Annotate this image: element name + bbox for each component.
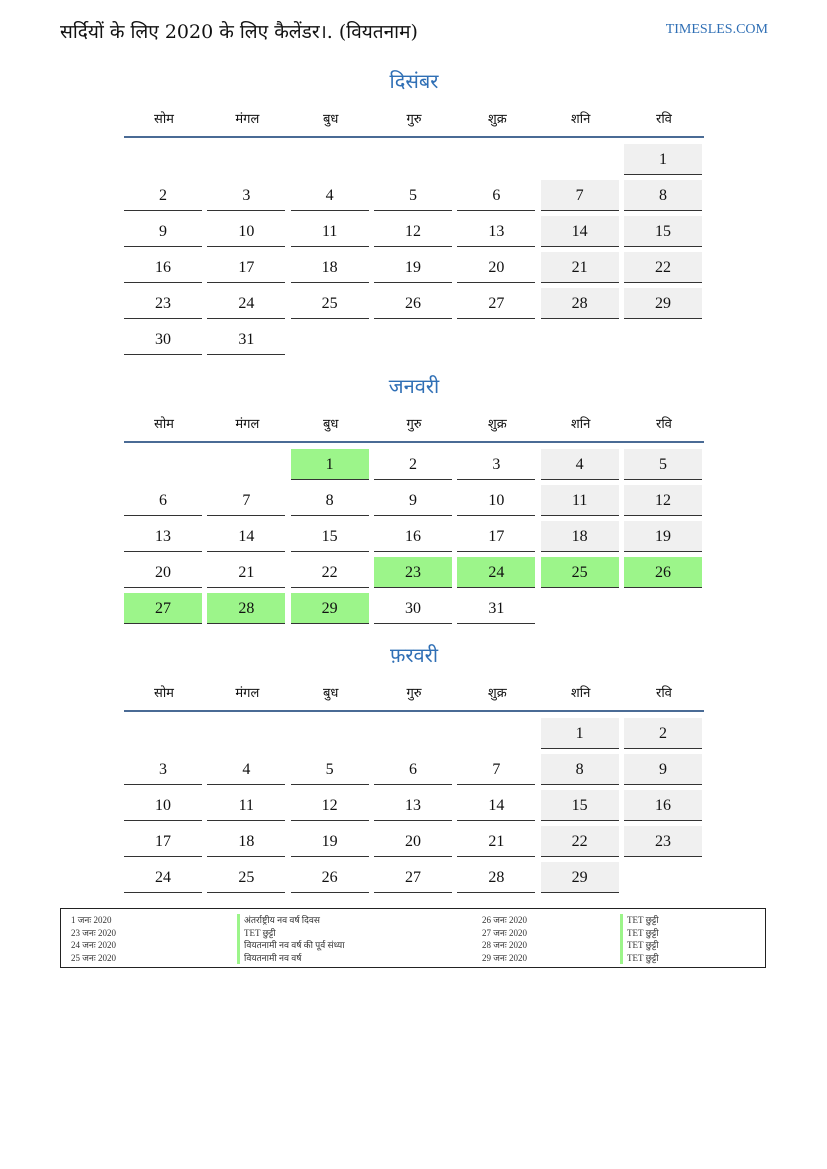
empty-day-cell [207, 144, 285, 174]
day-cell: 5 [624, 449, 702, 480]
day-cell: 10 [207, 216, 285, 247]
day-cell: 8 [624, 180, 702, 211]
weekday-label: गुरु [406, 417, 422, 432]
day-cell: 7 [457, 754, 535, 785]
day-cell: 24 [124, 862, 202, 893]
legend-date: 29 जनः 2020 [482, 952, 527, 963]
day-cell: 17 [207, 252, 285, 283]
day-cell: 30 [374, 593, 452, 624]
weekday-label: शुक्र [487, 417, 507, 432]
weekday-label: गुरु [406, 112, 422, 127]
weekday-label: शुक्र [487, 686, 507, 701]
day-cell: 5 [374, 180, 452, 211]
day-cell: 15 [541, 790, 619, 821]
weekday-label: सोम [154, 686, 174, 701]
empty-day-cell [207, 718, 285, 748]
week-row [124, 483, 704, 519]
legend-holiday-name: वियतनामी नव वर्ष की पूर्व संध्या [237, 939, 345, 952]
month-divider [124, 441, 704, 443]
legend-date: 23 जनः 2020 [71, 927, 116, 938]
weekday-label: मंगल [235, 686, 260, 701]
day-cell: 6 [457, 180, 535, 211]
day-cell: 12 [624, 485, 702, 516]
empty-day-cell [124, 449, 202, 479]
month-grid [124, 447, 704, 627]
empty-day-cell [124, 144, 202, 174]
week-row [124, 716, 704, 752]
week-row [124, 860, 704, 896]
day-cell: 26 [624, 557, 702, 588]
month-title: दिसंबर [389, 69, 439, 93]
weekday-label: मंगल [235, 417, 260, 432]
legend-holiday-name: TET छुट्टी [620, 952, 659, 965]
day-cell: 11 [207, 790, 285, 821]
day-cell: 21 [457, 826, 535, 857]
weekday-label: रवि [656, 417, 672, 432]
day-cell: 9 [124, 216, 202, 247]
empty-day-cell [457, 144, 535, 174]
day-cell: 9 [374, 485, 452, 516]
weekday-label: मंगल [235, 112, 260, 127]
day-cell: 31 [457, 593, 535, 624]
day-cell: 17 [124, 826, 202, 857]
empty-day-cell [624, 593, 702, 623]
weekday-label: सोम [154, 417, 174, 432]
legend-date: 25 जनः 2020 [71, 952, 116, 963]
legend-holiday-name: वियतनामी नव वर्ष [237, 952, 345, 965]
day-cell: 9 [624, 754, 702, 785]
month-divider [124, 710, 704, 712]
day-cell: 25 [207, 862, 285, 893]
day-cell: 11 [541, 485, 619, 516]
week-row [124, 214, 704, 250]
empty-day-cell [374, 718, 452, 748]
day-cell: 22 [541, 826, 619, 857]
weekday-label: बुध [322, 417, 339, 432]
week-row [124, 824, 704, 860]
week-row [124, 322, 704, 358]
day-cell: 18 [541, 521, 619, 552]
legend-date: 1 जनः 2020 [71, 915, 112, 925]
day-cell: 24 [457, 557, 535, 588]
weekday-label: गुरु [406, 686, 422, 701]
day-cell: 15 [291, 521, 369, 552]
day-cell: 17 [457, 521, 535, 552]
empty-day-cell [374, 144, 452, 174]
day-cell: 2 [124, 180, 202, 211]
day-cell: 2 [624, 718, 702, 749]
day-cell: 4 [291, 180, 369, 211]
weekday-label: रवि [656, 112, 672, 127]
day-cell: 20 [374, 826, 452, 857]
legend-names-left [237, 914, 345, 964]
day-cell: 10 [124, 790, 202, 821]
day-cell: 25 [541, 557, 619, 588]
day-cell: 20 [124, 557, 202, 588]
day-cell: 26 [374, 288, 452, 319]
day-cell: 16 [374, 521, 452, 552]
month-february [124, 640, 704, 896]
day-cell: 23 [624, 826, 702, 857]
day-cell: 29 [541, 862, 619, 893]
day-cell: 18 [207, 826, 285, 857]
weekday-label: शनि [570, 686, 591, 701]
day-cell: 6 [124, 485, 202, 516]
month-title: फ़रवरी [389, 643, 439, 667]
day-cell: 27 [457, 288, 535, 319]
day-cell: 28 [541, 288, 619, 319]
month-december [124, 66, 704, 358]
page-title: सर्दियों के लिए 2020 के लिए कैलेंडर।. (वियतनाम) [60, 21, 418, 43]
holiday-legend [60, 908, 766, 968]
legend-dates-right [482, 914, 527, 964]
empty-day-cell [207, 449, 285, 479]
legend-holiday-name: TET छुट्टी [620, 914, 659, 927]
weekday-header [124, 674, 704, 710]
day-cell: 27 [374, 862, 452, 893]
legend-names-right [620, 914, 659, 964]
day-cell: 13 [457, 216, 535, 247]
day-cell: 18 [291, 252, 369, 283]
legend-date: 27 जनः 2020 [482, 927, 527, 938]
week-row [124, 555, 704, 591]
day-cell: 13 [374, 790, 452, 821]
week-row [124, 178, 704, 214]
day-cell: 1 [541, 718, 619, 749]
day-cell: 14 [207, 521, 285, 552]
empty-day-cell [457, 324, 535, 354]
legend-holiday-name: TET छुट्टी [620, 939, 659, 952]
legend-holiday-name: अंतर्राष्ट्रीय नव वर्ष दिवस [237, 914, 345, 927]
weekday-label: शुक्र [487, 112, 507, 127]
empty-day-cell [374, 324, 452, 354]
week-row [124, 519, 704, 555]
day-cell: 15 [624, 216, 702, 247]
day-cell: 19 [291, 826, 369, 857]
weekday-header [124, 405, 704, 441]
day-cell: 14 [457, 790, 535, 821]
day-cell: 19 [624, 521, 702, 552]
empty-day-cell [291, 144, 369, 174]
month-january [124, 371, 704, 627]
empty-day-cell [624, 324, 702, 354]
day-cell: 1 [291, 449, 369, 480]
day-cell: 21 [541, 252, 619, 283]
day-cell: 13 [124, 521, 202, 552]
day-cell: 2 [374, 449, 452, 480]
day-cell: 12 [374, 216, 452, 247]
empty-day-cell [541, 144, 619, 174]
week-row [124, 788, 704, 824]
day-cell: 23 [124, 288, 202, 319]
day-cell: 25 [291, 288, 369, 319]
weekday-label: रवि [656, 686, 672, 701]
weekday-label: बुध [322, 686, 339, 701]
day-cell: 29 [291, 593, 369, 624]
weekday-label: बुध [322, 112, 339, 127]
weekday-label: शनि [570, 417, 591, 432]
day-cell: 16 [124, 252, 202, 283]
day-cell: 14 [541, 216, 619, 247]
day-cell: 19 [374, 252, 452, 283]
day-cell: 4 [541, 449, 619, 480]
day-cell: 3 [124, 754, 202, 785]
month-title: जनवरी [388, 374, 440, 398]
day-cell: 22 [624, 252, 702, 283]
day-cell: 16 [624, 790, 702, 821]
empty-day-cell [541, 324, 619, 354]
day-cell: 21 [207, 557, 285, 588]
day-cell: 28 [457, 862, 535, 893]
empty-day-cell [291, 718, 369, 748]
day-cell: 7 [541, 180, 619, 211]
day-cell: 28 [207, 593, 285, 624]
empty-day-cell [124, 718, 202, 748]
day-cell: 4 [207, 754, 285, 785]
day-cell: 31 [207, 324, 285, 355]
empty-day-cell [624, 862, 702, 892]
week-row [124, 752, 704, 788]
week-row [124, 591, 704, 627]
empty-day-cell [541, 593, 619, 623]
legend-date: 26 जनः 2020 [482, 915, 527, 925]
legend-date: 28 जनः 2020 [482, 940, 527, 950]
week-row [124, 250, 704, 286]
day-cell: 30 [124, 324, 202, 355]
weekday-label: सोम [154, 112, 174, 127]
day-cell: 26 [291, 862, 369, 893]
month-grid [124, 716, 704, 896]
weekday-label: शनि [570, 112, 591, 127]
week-row [124, 286, 704, 322]
empty-day-cell [457, 718, 535, 748]
day-cell: 3 [207, 180, 285, 211]
legend-dates-left [71, 914, 116, 964]
day-cell: 20 [457, 252, 535, 283]
day-cell: 11 [291, 216, 369, 247]
day-cell: 27 [124, 593, 202, 624]
day-cell: 5 [291, 754, 369, 785]
legend-date: 24 जनः 2020 [71, 940, 116, 950]
day-cell: 12 [291, 790, 369, 821]
day-cell: 24 [207, 288, 285, 319]
day-cell: 6 [374, 754, 452, 785]
day-cell: 8 [291, 485, 369, 516]
month-divider [124, 136, 704, 138]
day-cell: 7 [207, 485, 285, 516]
week-row [124, 447, 704, 483]
site-link[interactable]: TIMESLES.COM [665, 22, 768, 37]
day-cell: 29 [624, 288, 702, 319]
day-cell: 23 [374, 557, 452, 588]
legend-holiday-name: TET छुट्टी [237, 927, 345, 940]
legend-holiday-name: TET छुट्टी [620, 927, 659, 940]
empty-day-cell [291, 324, 369, 354]
day-cell: 22 [291, 557, 369, 588]
day-cell: 1 [624, 144, 702, 175]
week-row [124, 142, 704, 178]
weekday-header [124, 100, 704, 136]
day-cell: 3 [457, 449, 535, 480]
day-cell: 8 [541, 754, 619, 785]
day-cell: 10 [457, 485, 535, 516]
month-grid [124, 142, 704, 358]
